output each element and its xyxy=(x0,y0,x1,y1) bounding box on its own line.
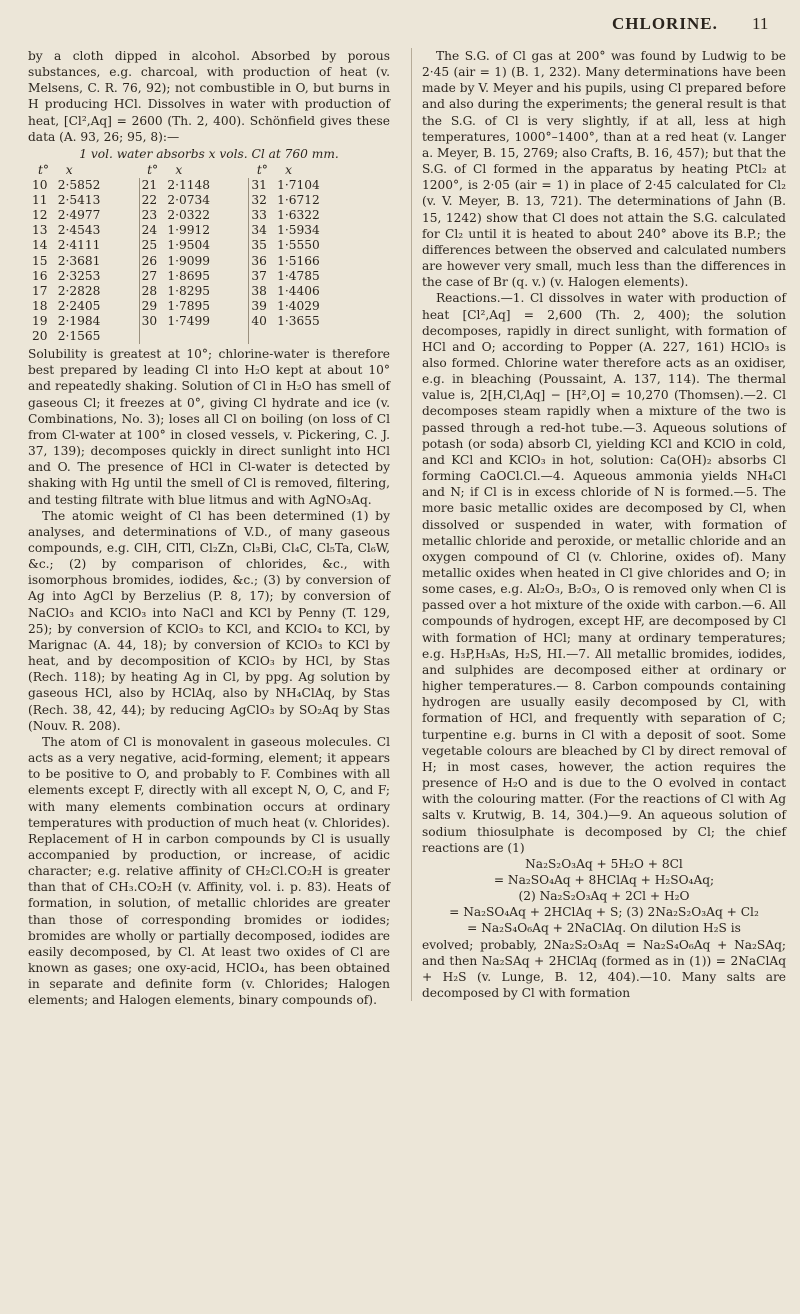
volume-cell: 2·4111 xyxy=(57,238,101,253)
volume-cell: 2·5413 xyxy=(57,193,101,208)
volume-cell: 1·9504 xyxy=(167,238,211,253)
column-header: x xyxy=(285,163,292,178)
temperature-cell: 19 xyxy=(32,313,48,328)
table-row xyxy=(30,284,358,299)
paragraph: The atomic weight of Cl has been determined (1) by analyses, and determinations of V.D., of many gaseous compounds, e.g. ClH, ClTl, Cl₂Zn, Cl₃Bi, Cl₄C, Cl₅Ta, Cl₆W, &c.; (2) by comparison of chlorides, &c., with isomorphous bromides, iodides, &c.; (3) by conversion of Ag into AgCl by Berzelius (P. 8, 17); by conversion of NaClO₃ and KClO₃ into NaCl and KCl by Penny (T. 129, 25); by conversion of KClO₃ to KCl, and KClO₄ to KCl, by Marignac (A. 44, 18); by conversion of KClO₃ to KCl by heat, and by decomposition of KClO₃ by HCl, by Stas (Rech. 118); by heating Ag in Cl, by ppg. Ag solution by gaseous HCl, also by HClAq, also by NH₄ClAq, by Stas (Rech. 38, 42, 44); by reducing AgClO₃ by SO₂Aq by Stas (Nouv. R. 208). xyxy=(28,508,390,733)
temperature-cell: 34 xyxy=(249,223,277,238)
temperature-cell: 23 xyxy=(139,208,167,223)
volume-cell: 1·7104 xyxy=(277,178,320,193)
volume-cell xyxy=(277,329,358,344)
paragraph: Solubility is greatest at 10°; chlorine-water is therefore best prepared by leading Cl into H₂O kept at about 10° and repeatedly shaking. Solution of Cl in H₂O has smell of gaseous Cl; it freezes at 0°, giving Cl hydrate and ice (v. Combinations, No. 3); loses all Cl on boiling (on loss of Cl from Cl-water at 100° in closed vessels, v. Pickering, C. J. 37, 139); decomposes quickly in direct sunlight into HCl and O. The presence of HCl in Cl-water is detected by shaking with Hg until the smell of Cl is removed, filtering, and testing filtrate with blue litmus and with AgNO₃Aq. xyxy=(28,347,390,507)
volume-cell: 1·8695 xyxy=(167,268,211,283)
solubility-table xyxy=(30,163,358,344)
volume-cell: 2·1565 xyxy=(57,329,101,344)
volume-cell: 1·5550 xyxy=(277,238,320,253)
temperature-cell: 35 xyxy=(249,238,277,253)
table-row xyxy=(30,178,358,193)
paragraph: Reactions.—1. Cl dissolves in water with production of heat [Cl²,Aq] = 2,600 (Th. 2, 400); the solution decomposes, rapidly in direct sunlight, with formation of HCl and O; according to Popper (A. 227, 161) HClO₃ is also formed. Chlorine water therefore acts as an oxidiser, e.g. in bleaching (Poussaint, A. 137, 114). The thermal value is, 2[H,Cl,Aq] − [H²,O] = 10,270 (Thomsen).—2. Cl decomposes steam rapidly when a mixture of the two is passed through a red-hot tube.—3. Aqueous solutions of potash (or soda) absorb Cl, yielding KCl and KClO in cold, and KCl and KClO₃ in hot, solution: Ca(OH)₂ absorbs Cl forming CaOCl.Cl.—4. Aqueous ammonia yields NH₄Cl and N; if Cl is in excess chloride of N is formed.—5. The more basic metallic oxides are decomposed by Cl, when dissolved or suspended in water, with formation of metallic chloride and peroxide, or metallic chloride and an oxygen compound of Cl (v. Chlorine, oxides of). Many metallic oxides when heated in Cl give chlorides and O; in some cases, e.g. Al₂O₃, B₂O₃, O is removed only when Cl is passed over a hot mixture of the oxide with carbon.—6. All compounds of hydrogen, except HF, are decomposed by Cl with formation of HCl; many at ordinary temperatures; e.g. H₃P,H₃As, H₂S, HI.—7. All metallic bromides, iodides, and sulphides are decomposed either at ordinary or higher temperatures.— 8. Carbon compounds containing hydrogen are usually easily decomposed by Cl, with formation of HCl, and frequently with separation of C; turpentine e.g. burns in Cl with a deposit of soot. Some vegetable colours are bleached by Cl by direct removal of H; in most cases, however, the action requires the presence of H₂O and is due to the O evolved in contact with the colouring matter. (For the reactions of Cl with Ag salts v. Krutwig, B. 14, 304.)—9. An aqueous solution of sodium thiosulphate is decomposed by Cl; the chief reactions are (1) xyxy=(422,291,786,855)
volume-cell: 1·7895 xyxy=(167,298,211,313)
temperature-cell: 36 xyxy=(249,254,277,269)
temperature-cell: 12 xyxy=(32,208,48,223)
temperature-cell: 14 xyxy=(32,238,48,253)
volume-cell: 1·4029 xyxy=(277,298,320,313)
volume-cell: 2·4543 xyxy=(57,223,101,238)
volume-cell: 1·5166 xyxy=(277,253,320,268)
volume-cell: 2·5852 xyxy=(57,178,101,193)
volume-cell: 1·6322 xyxy=(277,208,320,223)
volume-cell: 1·5934 xyxy=(277,223,320,238)
column-header: t° xyxy=(147,163,159,178)
volume-cell: 2·3681 xyxy=(57,253,101,268)
volume-cell: 1·7499 xyxy=(167,313,211,328)
temperature-cell: 39 xyxy=(249,299,277,314)
table-body xyxy=(30,178,358,344)
temperature-cell: 11 xyxy=(32,193,48,208)
temperature-cell: 20 xyxy=(32,329,48,344)
volume-cell: 2·0322 xyxy=(167,208,211,223)
temperature-cell: 29 xyxy=(139,299,167,314)
volume-cell: 2·0734 xyxy=(167,193,211,208)
table-row xyxy=(30,208,358,223)
table-row xyxy=(30,269,358,284)
table-row xyxy=(30,238,358,253)
table-header-row xyxy=(30,163,358,178)
paragraph: The atom of Cl is monovalent in gaseous molecules. Cl acts as a very negative, acid-forming, element; it appears to be positive to O, and probably to F. Combines with all elements except F, directly with all except N, O, C, and F; with many elements combination occurs at ordinary temperatures with production of much heat (v. Chlorides). Replacement of H in carbon compounds by Cl is usually accompanied by production, or increase, of acidic character; e.g. relative affinity of CH₂Cl.CO₂H is greater than that of CH₃.CO₂H (v. Affinity, vol. i. p. 83). Heats of formation, in solution, of metallic chlorides are greater than those of corresponding bromides or iodides; bromides are wholly or partially decomposed, iodides are easily decomposed, by Cl. At least two oxides of Cl are known as gases; one oxy-acid, HClO₄, has been obtained in separate and definite form (v. Chlorides; Halogen elements; and Halogen elements, binary compounds of). xyxy=(28,734,390,1008)
paragraph: evolved; probably, 2Na₂S₂O₃Aq = Na₂S₄O₆Aq + Na₂SAq; and then Na₂SAq + 2HClAq (formed as in (1)) = 2NaClAq + H₂S (v. Lunge, B. 12, 404).—10. Many salts are decomposed by Cl with formation xyxy=(422,937,786,1001)
volume-cell: 1·9912 xyxy=(167,223,211,238)
temperature-cell: 27 xyxy=(139,269,167,284)
equation: = Na₂SO₄Aq + 2HClAq + S; (3) 2Na₂S₂O₃Aq + Cl₂ xyxy=(449,905,759,920)
temperature-cell: 37 xyxy=(249,269,277,284)
temperature-cell: 13 xyxy=(32,223,48,238)
temperature-cell: 26 xyxy=(139,254,167,269)
right-column xyxy=(411,48,786,1001)
temperature-cell: 22 xyxy=(139,193,167,208)
temperature-cell: 32 xyxy=(249,193,277,208)
volume-cell: 2·4977 xyxy=(57,208,101,223)
temperature-cell xyxy=(139,329,167,344)
temperature-cell: 10 xyxy=(32,178,48,193)
column-header: t° xyxy=(256,163,268,178)
equation: = Na₂SO₄Aq + 8HClAq + H₂SO₄Aq; xyxy=(493,872,715,887)
temperature-cell: 28 xyxy=(139,284,167,299)
temperature-cell: 15 xyxy=(32,253,48,268)
table-row xyxy=(30,223,358,238)
temperature-cell: 18 xyxy=(32,298,48,313)
volume-cell: 2·2405 xyxy=(57,298,101,313)
volume-cell: 1·4406 xyxy=(277,283,320,298)
left-column xyxy=(28,48,390,1009)
temperature-cell: 30 xyxy=(139,314,167,329)
paragraph: The S.G. of Cl gas at 200° was found by Ludwig to be 2·45 (air = 1) (B. 1, 232). Many determinations have been made by V. Meyer and his pupils, using Cl prepared before and also during the experiments; the general result is that the S.G. of Cl is very slightly, if at all, less at high temperatures, 1000°–1400°, than at a red heat (v. Langer a. Meyer, B. 15, 2769; also Crafts, B. 16, 457); but that the S.G. of Cl formed in the apparatus by heating PtCl₂ at 1200°, is 2·05 (air = 1) in place of 2·45 calculated for Cl₂ (v. V. Meyer, B. 13, 721). The determinations of Jahn (B. 15, 1242) show that Cl does not attain the S.G. calculated for Cl₂ until it is heated to about 240° above its B.P.; the differences between the observed and calculated numbers are however very small, much less than the differences in the case of Br (q. v.) (v. Halogen elements). xyxy=(422,49,786,290)
temperature-cell: 25 xyxy=(139,238,167,253)
running-head: CHLORINE. xyxy=(612,14,718,33)
volume-cell: 2·1148 xyxy=(167,178,211,193)
table-row xyxy=(30,193,358,208)
column-header: t° xyxy=(38,163,49,178)
table-title: 1 vol. water absorbs x vols. Cl at 760 mm. xyxy=(79,146,339,161)
temperature-cell: 31 xyxy=(249,178,277,193)
temperature-cell: 40 xyxy=(249,314,277,329)
volume-cell: 1·3655 xyxy=(277,313,320,328)
volume-cell: 2·2828 xyxy=(57,283,101,298)
volume-cell: 2·3253 xyxy=(57,268,101,283)
equation: = Na₂S₄O₆Aq + 2NaClAq. On dilution H₂S is xyxy=(467,921,741,936)
volume-cell: 2·1984 xyxy=(57,313,101,328)
volume-cell: 1·4785 xyxy=(277,268,320,283)
temperature-cell xyxy=(249,329,277,344)
volume-cell: 1·6712 xyxy=(277,193,320,208)
temperature-cell: 17 xyxy=(32,283,48,298)
table-row xyxy=(30,299,358,314)
temperature-cell: 24 xyxy=(139,223,167,238)
volume-cell xyxy=(167,329,248,344)
page-header xyxy=(0,14,800,40)
column-header: x xyxy=(65,163,73,178)
temperature-cell: 38 xyxy=(249,284,277,299)
column-header: x xyxy=(175,163,183,178)
equation: Na₂S₂O₃Aq + 5H₂O + 8Cl xyxy=(525,856,683,871)
volume-cell: 1·9099 xyxy=(167,253,211,268)
paragraph: by a cloth dipped in alcohol. Absorbed by porous substances, e.g. charcoal, with production of heat (v. Melsens, C. R. 76, 92); not combustible in O, but burns in H producing HCl. Dissolves in water with production of heat, [Cl²,Aq] = 2600 (Th. 2, 400). Schönfield gives these data (A. 93, 26; 95, 8):— xyxy=(28,49,390,144)
page-number: 11 xyxy=(752,14,769,33)
temperature-cell: 21 xyxy=(139,178,167,193)
table-row xyxy=(30,314,358,329)
temperature-cell: 16 xyxy=(32,268,48,283)
equation: (2) Na₂S₂O₃Aq + 2Cl + H₂O xyxy=(518,889,690,904)
table-row xyxy=(30,329,358,344)
temperature-cell: 33 xyxy=(249,208,277,223)
volume-cell: 1·8295 xyxy=(167,283,211,298)
table-row xyxy=(30,254,358,269)
